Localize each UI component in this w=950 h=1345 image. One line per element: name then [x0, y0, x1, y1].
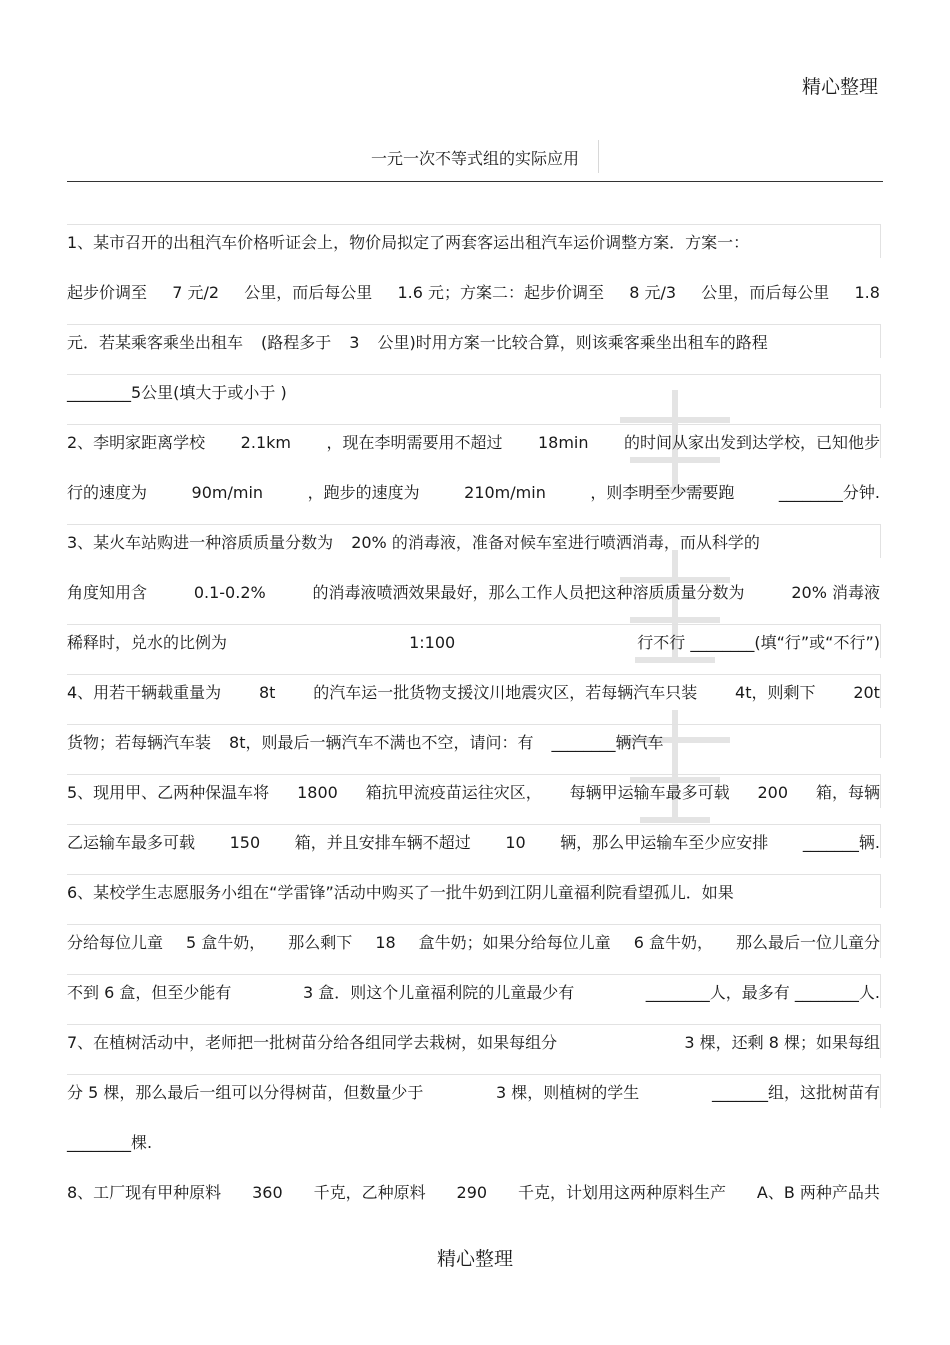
- text-segment: 3、某火车站购进一种溶质质量分数为: [67, 533, 334, 552]
- text-segment: 公里，而后每公里: [701, 283, 830, 302]
- text-segment: _______辆.: [802, 833, 880, 852]
- text-segment: 2、李明家距离学校: [67, 433, 206, 452]
- text-segment: 分 5 棵，那么最后一组可以分得树苗，但数量少于: [67, 1083, 424, 1102]
- text-segment: 行不行 ________(填“行”或“不行”): [637, 633, 880, 652]
- text-segment: 的消毒液喷洒效果最好，那么工作人员把这种溶质质量分数为: [312, 583, 745, 602]
- text-segment: ________辆汽车: [551, 733, 664, 752]
- text-segment: ________棵.: [67, 1133, 153, 1152]
- text-segment: 箱抗甲流疫苗运往灾区，: [365, 783, 542, 802]
- text-segment: 3 棵，则植树的学生: [496, 1083, 640, 1102]
- text-line-q7-l3: [67, 1132, 880, 1154]
- text-line-q1-l3: [67, 332, 880, 354]
- text-segment: 稀释时，兑水的比例为: [67, 633, 228, 652]
- text-segment: 千克，计划用这两种原料生产: [517, 1183, 726, 1202]
- text-segment: 2.1km: [240, 433, 291, 452]
- text-segment: 3 棵，还剩 8 棵；如果每组: [684, 1033, 880, 1052]
- text-segment: 乙运输车最多可载: [67, 833, 196, 852]
- page-title: 一元一次不等式组的实际应用: [370, 149, 579, 168]
- text-segment: 箱，每辆: [815, 783, 880, 802]
- text-segment: _______组，这批树苗有: [711, 1083, 880, 1102]
- text-segment: ________人，最多有 ________人.: [645, 983, 880, 1002]
- text-line-q5-l1: [67, 782, 880, 804]
- text-segment: 公里，而后每公里: [244, 283, 373, 302]
- text-line-q2-l1: [67, 432, 880, 454]
- text-segment: 那么剩下: [288, 933, 353, 952]
- text-segment: 7、在植树活动中，老师把一批树苗分给各组同学去栽树，如果每组分: [67, 1033, 558, 1052]
- text-segment: 4t，则剩下: [735, 683, 816, 702]
- text-segment: 不到 6 盒，但至少能有: [67, 983, 232, 1002]
- text-segment: 5 盒牛奶，: [186, 933, 266, 952]
- text-segment: 5、现用甲、乙两种保温车将: [67, 783, 270, 802]
- text-segment: 8、工厂现有甲种原料: [67, 1183, 222, 1202]
- text-segment: 18min: [537, 433, 589, 452]
- text-segment: 3: [349, 333, 360, 352]
- text-segment: 6 盒牛奶，: [633, 933, 713, 952]
- text-segment: A、B 两种产品共: [756, 1183, 880, 1202]
- text-segment: 1.8: [854, 283, 880, 302]
- text-segment: 角度知用含: [67, 583, 148, 602]
- text-segment: 90m/min: [191, 483, 264, 502]
- text-segment: 的汽车运一批货物支援汶川地震灾区，若每辆汽车只装: [313, 683, 698, 702]
- text-line-q6-l3: [67, 982, 880, 1004]
- text-segment: 20% 消毒液: [791, 583, 880, 602]
- text-line-q3-l3: [67, 632, 880, 654]
- text-segment: 3 盒．则这个儿童福利院的儿童最少有: [302, 983, 575, 1002]
- text-segment: ________分钟.: [778, 483, 880, 502]
- text-segment: 货物；若每辆汽车装: [67, 733, 212, 752]
- text-segment: 1:100: [409, 633, 456, 652]
- text-segment: 8t，则最后一辆汽车不满也不空，请问：有: [229, 733, 534, 752]
- text-segment: 辆，那么甲运输车至少应安排: [560, 833, 769, 852]
- text-segment: 360: [252, 1183, 283, 1202]
- text-line-q1-l4: [67, 382, 880, 404]
- text-line-q6-l1: [67, 882, 880, 904]
- text-segment: 10: [505, 833, 526, 852]
- text-segment: 200: [757, 783, 789, 802]
- text-segment: 8 元/3: [629, 283, 677, 302]
- text-segment: 行的速度为: [67, 483, 148, 502]
- text-line-q1-l2: [67, 282, 880, 304]
- text-segment: 6、某校学生志愿服务小组在“学雷锋”活动中购买了一批牛奶到江阴儿童福利院看望孤儿．如果: [67, 883, 734, 902]
- text-segment: 20% 的消毒液，准备对候车室进行喷洒消毒，而从科学的: [351, 533, 760, 552]
- text-segment: 元．若某乘客乘坐出租车: [67, 333, 244, 352]
- title-divider: [598, 140, 599, 173]
- text-segment: (路程多于: [261, 333, 332, 352]
- text-segment: 箱，并且安排车辆不超过: [294, 833, 471, 852]
- text-segment: ，则李明至少需要跑: [590, 483, 735, 502]
- text-segment: 0.1-0.2%: [193, 583, 266, 602]
- text-segment: 的时间从家出发到达学校，已知他步: [623, 433, 880, 452]
- text-line-q4-l2: [67, 732, 880, 754]
- text-segment: 1.6 元；方案二：起步价调至: [397, 283, 605, 302]
- text-line-q1-l1: [67, 232, 880, 254]
- text-line-q4-l1: [67, 682, 880, 704]
- text-line-q3-l2: [67, 582, 880, 604]
- text-segment: 那么最后一位儿童分: [735, 933, 880, 952]
- text-segment: 分给每位儿童: [67, 933, 164, 952]
- text-segment: 18: [375, 933, 396, 952]
- text-segment: 290: [456, 1183, 488, 1202]
- title-underline: [67, 181, 883, 182]
- text-segment: ，现在李明需要用不超过: [326, 433, 503, 452]
- text-segment: ，跑步的速度为: [307, 483, 420, 502]
- text-line-q3-l1: [67, 532, 880, 554]
- text-segment: ________5公里(填大于或小于 ): [67, 383, 287, 402]
- text-line-q2-l2: [67, 482, 880, 504]
- text-segment: 每辆甲运输车最多可载: [569, 783, 730, 802]
- text-segment: 1、某市召开的出租汽车价格听证会上，物价局拟定了两套客运出租汽车运价调整方案．方案一：: [67, 233, 750, 252]
- text-segment: 8t: [258, 683, 276, 702]
- text-line-q7-l1: [67, 1032, 880, 1054]
- text-line-q8-l1: [67, 1182, 880, 1204]
- text-segment: 公里)时用方案一比较合算，则该乘客乘坐出租车的路程: [377, 333, 768, 352]
- footer-watermark-text: 精心整理: [436, 1248, 513, 1270]
- text-line-q5-l2: [67, 832, 880, 854]
- text-segment: 1800: [297, 783, 338, 802]
- text-segment: 210m/min: [464, 483, 546, 502]
- header-watermark-text: 精心整理: [801, 76, 878, 98]
- text-line-q7-l2: [67, 1082, 880, 1104]
- text-line-q6-l2: [67, 932, 880, 954]
- text-segment: 150: [229, 833, 261, 852]
- text-segment: 7 元/2: [172, 283, 220, 302]
- text-segment: 起步价调至: [67, 283, 148, 302]
- text-segment: 4、用若干辆载重量为: [67, 683, 222, 702]
- text-segment: 千克，乙种原料: [313, 1183, 426, 1202]
- text-segment: 20t: [853, 683, 880, 702]
- text-segment: 盒牛奶；如果分给每位儿童: [418, 933, 611, 952]
